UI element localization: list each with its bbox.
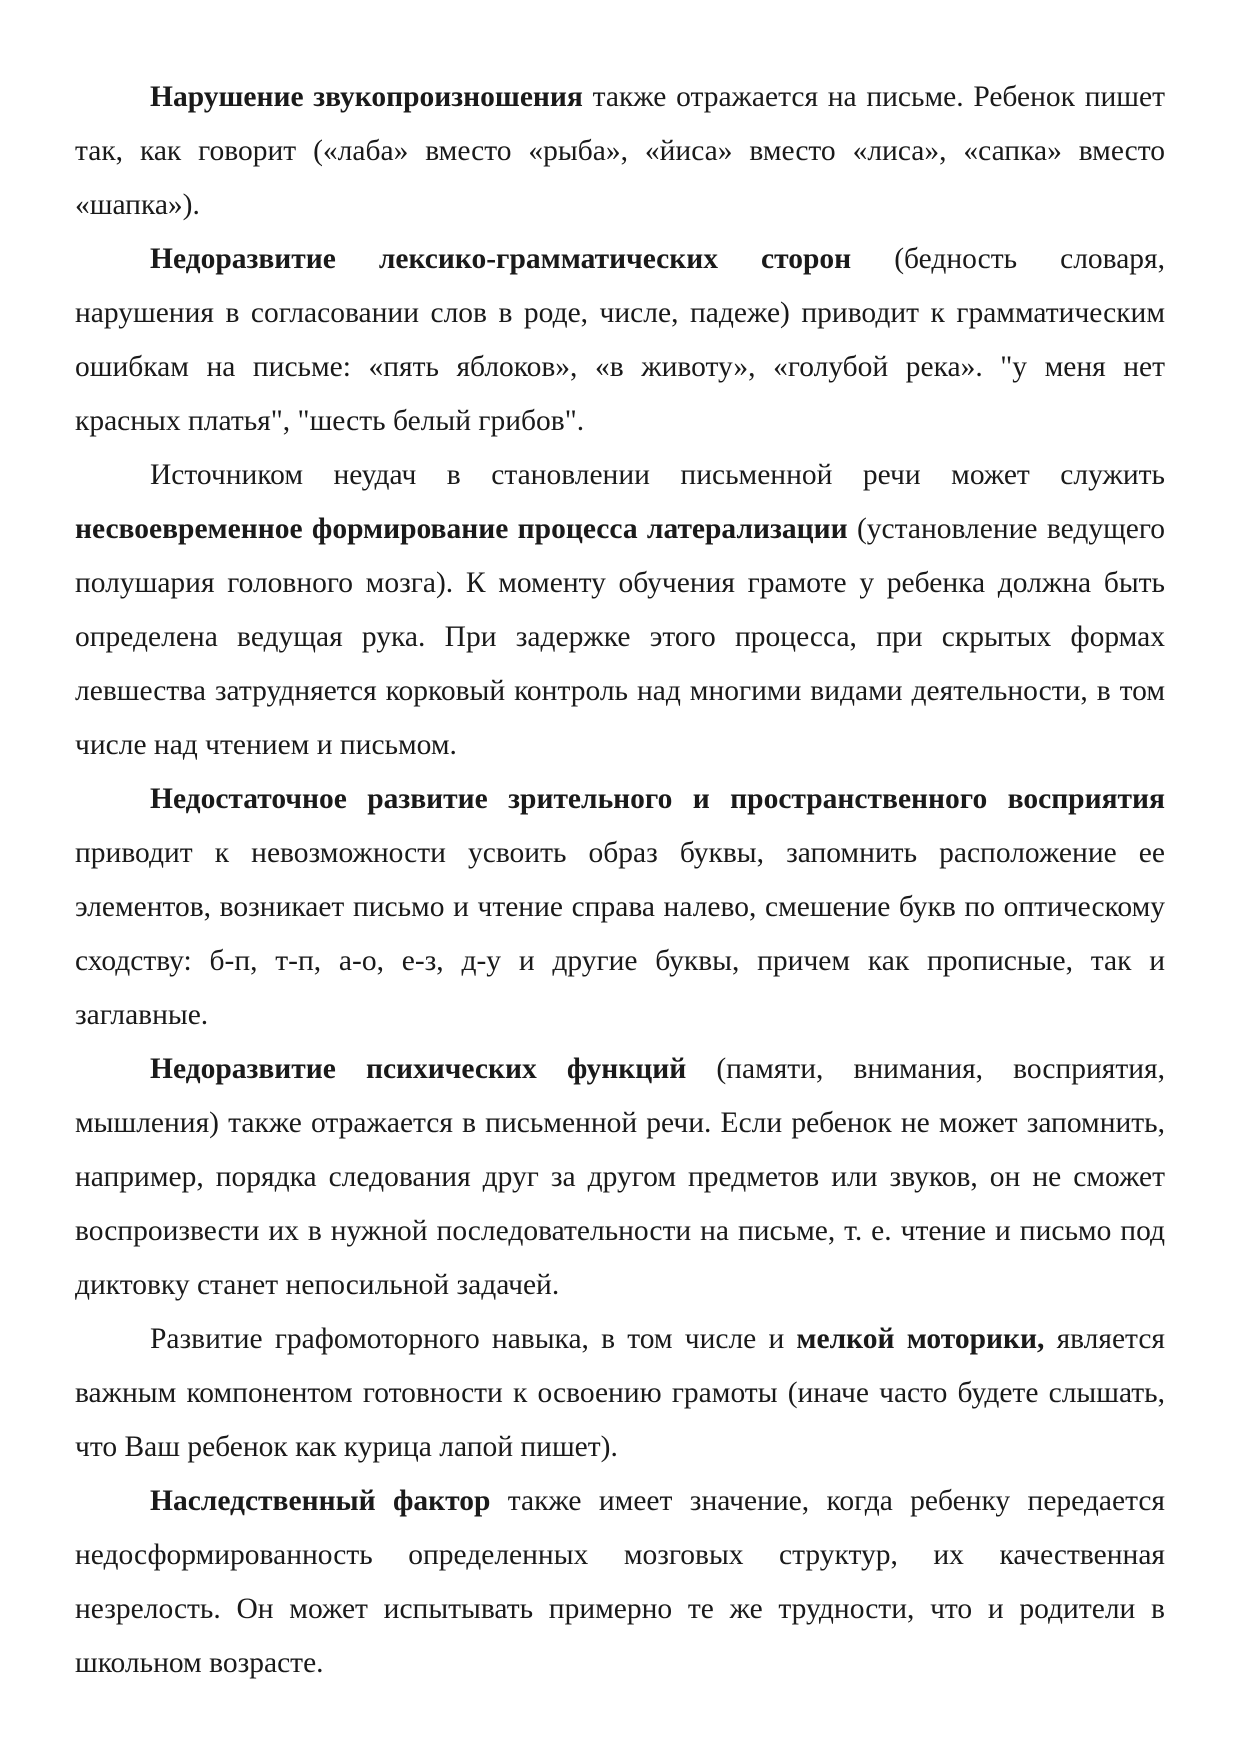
paragraph-graphomotor bbox=[75, 1312, 1165, 1474]
paragraph-text: (бедность словаря, нарушения в согласовании слов в роде, числе, падеже) приводит к грамматическим ошибкам на письме: «пять яблоков», «в животу», «голубой река». "у меня нет красных платья", "шесть белый грибов". bbox=[75, 243, 1165, 437]
paragraph-text: приводит к невозможности усвоить образ буквы, запомнить расположение ее элементов, возникает письмо и чтение справа налево, смешение букв по оптическому сходству: б-п, т-п, а-о, е-з, д-у и другие буквы, причем как прописные, так и заглавные. bbox=[75, 837, 1165, 1031]
bold-term: Недоразвитие лексико-грамматических сторон bbox=[150, 243, 852, 275]
paragraph-lexical-grammatical bbox=[75, 232, 1165, 448]
paragraph-lead-text: Источником неудач в становлении письменной речи может служить bbox=[150, 459, 1165, 491]
paragraph-text: (памяти, внимания, восприятия, мышления) также отражается в письменной речи. Если ребенок не может запомнить, например, порядка следования друг за другом предметов или звуков, он не сможет воспроизвести их в нужной последовательности на письме, т. е. чтение и письмо под диктовку станет непосильной задачей. bbox=[75, 1053, 1165, 1301]
bold-term: мелкой моторики, bbox=[796, 1323, 1045, 1355]
paragraph-text: также отражается на письме. Ребенок пишет так, как говорит («лаба» вместо «рыба», «йиса» вместо «лиса», «сапка» вместо «шапка»). bbox=[75, 81, 1166, 221]
paragraph-text: также имеет значение, когда ребенку передается недосформированность определенных мозговых структур, их качественная незрелость. Он может испытывать примерно те же трудности, что и родители в школьном возрасте. bbox=[75, 1485, 1165, 1679]
bold-term: несвоевременное формирование процесса латерализации bbox=[75, 513, 848, 545]
bold-term: Недоразвитие психических функций bbox=[150, 1053, 687, 1085]
paragraph-sound-pronunciation bbox=[75, 70, 1165, 232]
paragraph-text: является важным компонентом готовности к освоению грамоты (иначе часто будете слышать, что Ваш ребенок как курица лапой пишет). bbox=[75, 1323, 1165, 1463]
bold-term: Наследственный фактор bbox=[150, 1485, 491, 1517]
bold-term: Недостаточное развитие зрительного и пространственного восприятия bbox=[150, 783, 1165, 815]
bold-term: Нарушение звукопроизношения bbox=[150, 81, 583, 113]
paragraph-lead-text: Развитие графомоторного навыка, в том числе и bbox=[150, 1323, 797, 1355]
paragraph-text: (установление ведущего полушария головного мозга). К моменту обучения грамоте у ребенка должна быть определена ведущая рука. При задержке этого процесса, при скрытых формах левшества затрудняется корковый контроль над многими видами деятельности, в том числе над чтением и письмом. bbox=[75, 513, 1165, 761]
paragraph-lateralization bbox=[75, 448, 1165, 772]
paragraph-visual-spatial bbox=[75, 772, 1165, 1042]
paragraph-hereditary bbox=[75, 1474, 1165, 1690]
paragraph-mental-functions bbox=[75, 1042, 1165, 1312]
